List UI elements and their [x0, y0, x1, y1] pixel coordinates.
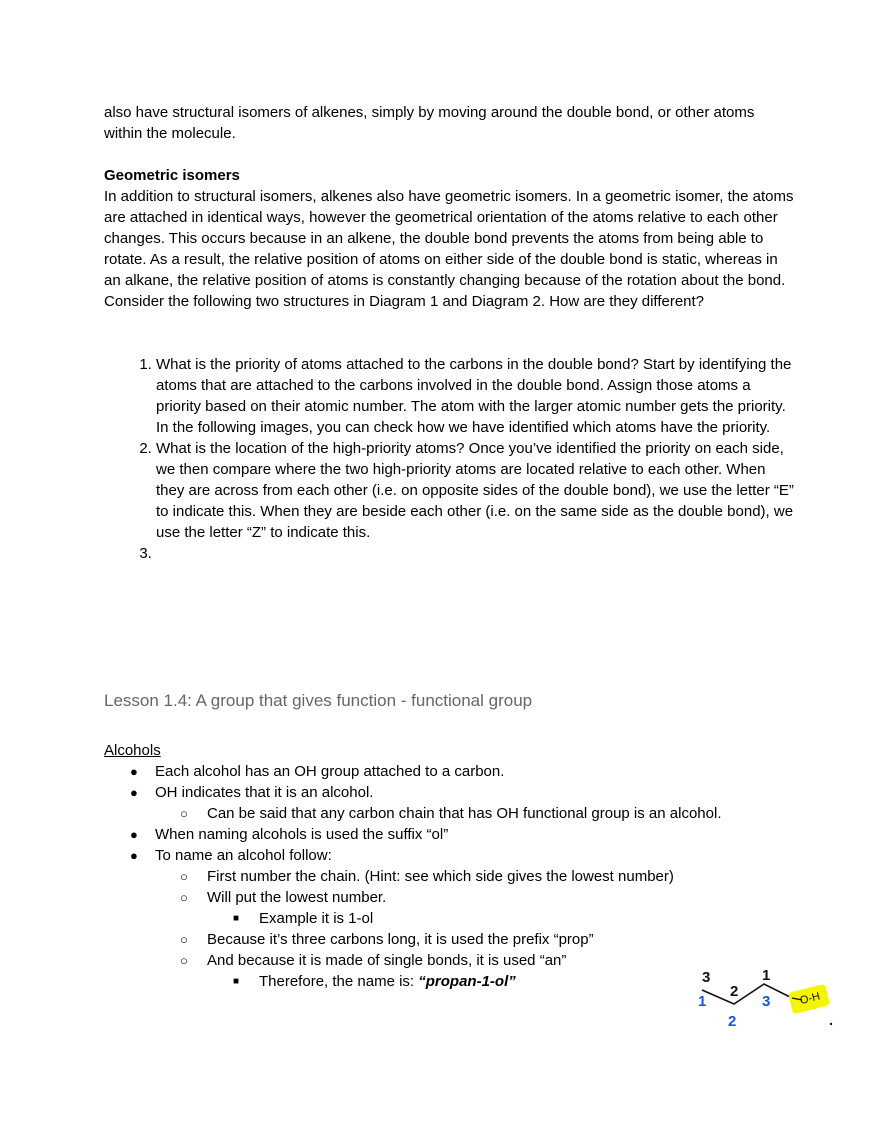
- list-item: [155, 929, 794, 950]
- step-item: 1. What is the priority of atoms attached to the carbons in the double bond? Start by identifying the atoms that are attached to the carbons involved in the double bond. Assign those atoms a priority based on their atomic number. The atom with the larger atomic number gets the priority. In the following images, you can check how we have identified which atoms have the priority.: [156, 354, 794, 438]
- list-item-text: Example it is 1-ol: [259, 910, 374, 927]
- sub-list: [104, 803, 794, 824]
- list-item-text: Because it’s three carbons long, it is used the prefix “prop”: [207, 931, 594, 948]
- alcohols-heading: Alcohols: [104, 742, 161, 759]
- geometric-isomers-body: In addition to structural isomers, alkenes also have geometric isomers. In a geometric isomer, the atoms are attached in identical ways, however the geometrical orientation of the atoms relative to each other changes. This occurs because in an alkene, the double bond prevents the atoms from being able to rotate. As a result, the relative position of atoms on either side of the double bond is static, whereas in an alkane, the relative position of atoms is constantly changing because of the rotation about the bond.: [104, 188, 794, 289]
- list-item-text: First number the chain. (Hint: see which side gives the lowest number): [207, 868, 674, 885]
- list-item-text: OH indicates that it is an alcohol.: [155, 784, 374, 801]
- chain-number-black: 2: [730, 983, 739, 1000]
- list-item-text: To name an alcohol follow:: [155, 847, 332, 864]
- list-item: [155, 866, 794, 887]
- step-item: 2. What is the location of the high-priority atoms? Once you’ve identified the priority on each side, we then compare where the two high-priority atoms are located relative to each other. When they are across from each other (i.e. on opposite sides of the double bond), we use the letter “E” to indicate this. When they are beside each other (i.e. on the same side as the double bond), we use the letter “Z” to indicate this.: [156, 438, 794, 543]
- oh-group-label: O-H: [798, 990, 822, 1007]
- chain-number-blue: 2: [728, 1013, 737, 1030]
- step-item: [156, 543, 794, 564]
- chain-number-black: 1: [762, 967, 771, 984]
- list-item-text: Will put the lowest number.: [207, 889, 387, 906]
- list-item-text: And because it is made of single bonds, it is used “an”: [207, 952, 567, 969]
- list-item-text: Therefore, the name is:: [259, 973, 419, 990]
- list-item: [155, 887, 794, 929]
- propanol-sketch: [694, 964, 844, 1036]
- carbon-chain: [702, 984, 792, 1004]
- list-item: [104, 845, 794, 992]
- chain-number-blue: 3: [762, 993, 771, 1010]
- steps-list: [104, 354, 794, 564]
- sub-list: [104, 866, 794, 992]
- sub-sub-list: [155, 908, 794, 929]
- list-item: [104, 761, 794, 782]
- intro-paragraph: also have structural isomers of alkenes, simply by moving around the double bond, or other atoms within the molecule.: [104, 104, 755, 142]
- geometric-isomers-heading: Geometric isomers: [104, 167, 240, 184]
- answer-text: “propan-1-ol”: [418, 973, 516, 990]
- list-item-text: Can be said that any carbon chain that has OH functional group is an alcohol.: [207, 805, 722, 822]
- chain-number-blue: 1: [698, 993, 707, 1010]
- list-item: [155, 803, 794, 824]
- list-item: [104, 824, 794, 845]
- list-item-text: Each alcohol has an OH group attached to a carbon.: [155, 763, 505, 780]
- alcohol-bullets: [104, 761, 794, 992]
- lesson-title: Lesson 1.4: A group that gives function - functional group: [104, 691, 533, 710]
- consider-paragraph: Consider the following two structures in Diagram 1 and Diagram 2. How are they different?: [104, 293, 705, 310]
- list-item-text: When naming alcohols is used the suffix “ol”: [155, 826, 449, 843]
- chain-number-black: 3: [702, 969, 711, 986]
- document-page: [104, 102, 794, 992]
- stray-ink-dot: [830, 1023, 832, 1025]
- list-item: [207, 908, 794, 929]
- list-item: [104, 782, 794, 824]
